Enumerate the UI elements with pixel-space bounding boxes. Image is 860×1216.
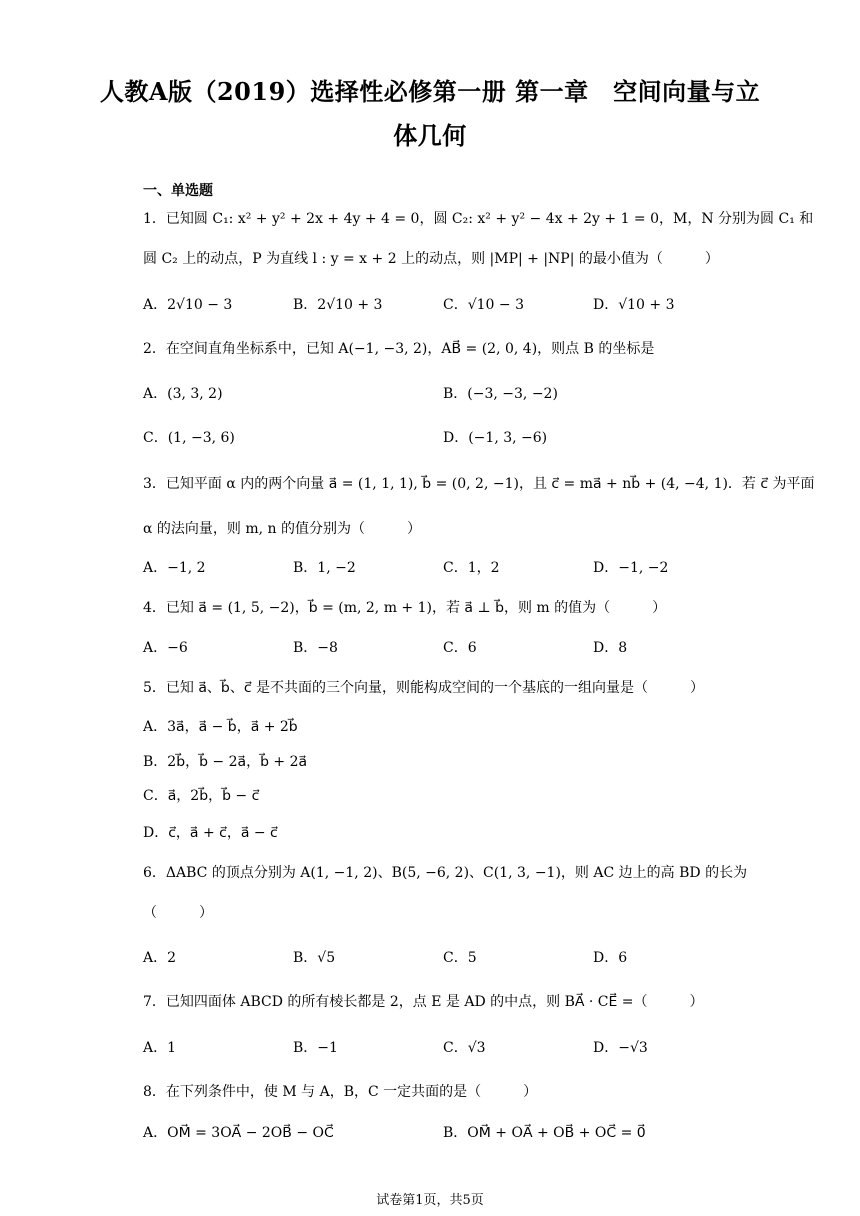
question-1-option-c: C．√10 − 3: [443, 297, 524, 313]
question-6-option-d: D．6: [593, 950, 628, 966]
question-1-text: 1．已知圆 C₁: x² + y² + 2x + 4y + 4 = 0，圆 C₂: x² + y² − 4x + 2y + 1 = 0，M，N 分别为圆 C₁ 和: [143, 211, 814, 227]
question-7-option-d: D．−√3: [593, 1040, 648, 1056]
question-7-text: 7．已知四面体 ABCD 的所有棱长都是 2，点 E 是 AD 的中点，则 BA⃗ · CE⃗ =（ ）: [143, 994, 704, 1010]
question-3-option-a: A．−1, 2: [143, 560, 206, 576]
question-8-option-a: A．OM⃗ = 3OA⃗ − 2OB⃗ − OC⃗: [143, 1125, 334, 1141]
question-4-option-d: D．8: [593, 640, 628, 656]
question-4-text: 4．已知 a⃗ = (1, 5, −2)，b⃗ = (m, 2, m + 1)，若 a⃗ ⊥ b⃗，则 m 的值为（ ）: [143, 600, 667, 616]
question-8-text: 8．在下列条件中，使 M 与 A，B，C 一定共面的是（ ）: [143, 1084, 538, 1100]
question-3-text: 3．已知平面 α 内的两个向量 a⃗ = (1, 1, 1), b⃗ = (0, 2, −1)，且 c⃗ = ma⃗ + nb⃗ + (4, −4, 1)．若 c⃗ 为平面: [143, 476, 815, 492]
question-2-option-a: A．(3, 3, 2): [143, 386, 223, 402]
question-5-option-b: B．2b⃗，b⃗ − 2a⃗，b⃗ + 2a⃗: [143, 754, 308, 770]
question-1-option-b: B．2√10 + 3: [293, 297, 383, 313]
section-heading: 一、单选题: [143, 183, 213, 199]
question-7-option-a: A．1: [143, 1040, 177, 1056]
question-4-option-b: B．−8: [293, 640, 338, 656]
title-line-1: 人教A版（2019）选择性必修第一册 第一章 空间向量与立: [99, 77, 761, 106]
question-6-option-c: C．5: [443, 950, 477, 966]
page-footer: 试卷第1页，共5页: [376, 1193, 484, 1208]
question-4-option-c: C．6: [443, 640, 477, 656]
question-2-option-b: B．(−3, −3, −2): [443, 386, 558, 402]
question-3-text-cont: α 的法向量，则 m, n 的值分别为（ ）: [143, 521, 421, 537]
question-3-option-c: C．1，2: [443, 560, 500, 576]
question-1-option-d: D．√10 + 3: [593, 297, 675, 313]
question-2-option-d: D．(−1, 3, −6): [443, 430, 548, 446]
question-6-text-cont: （ ）: [143, 905, 213, 921]
question-3-option-d: D．−1, −2: [593, 560, 669, 576]
question-6-option-a: A．2: [143, 950, 177, 966]
question-5-text: 5．已知 a⃗、b⃗、c⃗ 是不共面的三个向量，则能构成空间的一个基底的一组向量是（ ）: [143, 680, 704, 696]
question-1-option-a: A．2√10 − 3: [143, 297, 233, 313]
question-5-option-c: C．a⃗，2b⃗，b⃗ − c⃗: [143, 788, 260, 804]
question-8-option-b: B．OM⃗ + OA⃗ + OB⃗ + OC⃗ = 0⃗: [443, 1125, 646, 1141]
question-5-option-d: D．c⃗，a⃗ + c⃗，a⃗ − c⃗: [143, 825, 278, 841]
question-4-option-a: A．−6: [143, 640, 188, 656]
question-1-text-cont: 圆 C₂ 上的动点，P 为直线 l : y = x + 2 上的动点，则 |MP| + |NP| 的最小值为（ ）: [143, 251, 719, 267]
question-6-option-b: B．√5: [293, 950, 336, 966]
question-5-option-a: A．3a⃗，a⃗ − b⃗，a⃗ + 2b⃗: [143, 719, 298, 735]
question-2-text: 2．在空间直角坐标系中，已知 A(−1, −3, 2)，AB⃗ = (2, 0, 4)，则点 B 的坐标是: [143, 341, 655, 357]
title-line-2: 体几何: [393, 121, 467, 150]
question-6-text: 6．ΔABC 的顶点分别为 A(1, −1, 2)、B(5, −6, 2)、C(1, 3, −1)，则 AC 边上的高 BD 的长为: [143, 865, 748, 881]
page-title: [60, 70, 800, 158]
question-7-option-c: C．√3: [443, 1040, 486, 1056]
question-3-option-b: B．1, −2: [293, 560, 356, 576]
question-2-option-c: C．(1, −3, 6): [143, 430, 235, 446]
question-7-option-b: B．−1: [293, 1040, 338, 1056]
